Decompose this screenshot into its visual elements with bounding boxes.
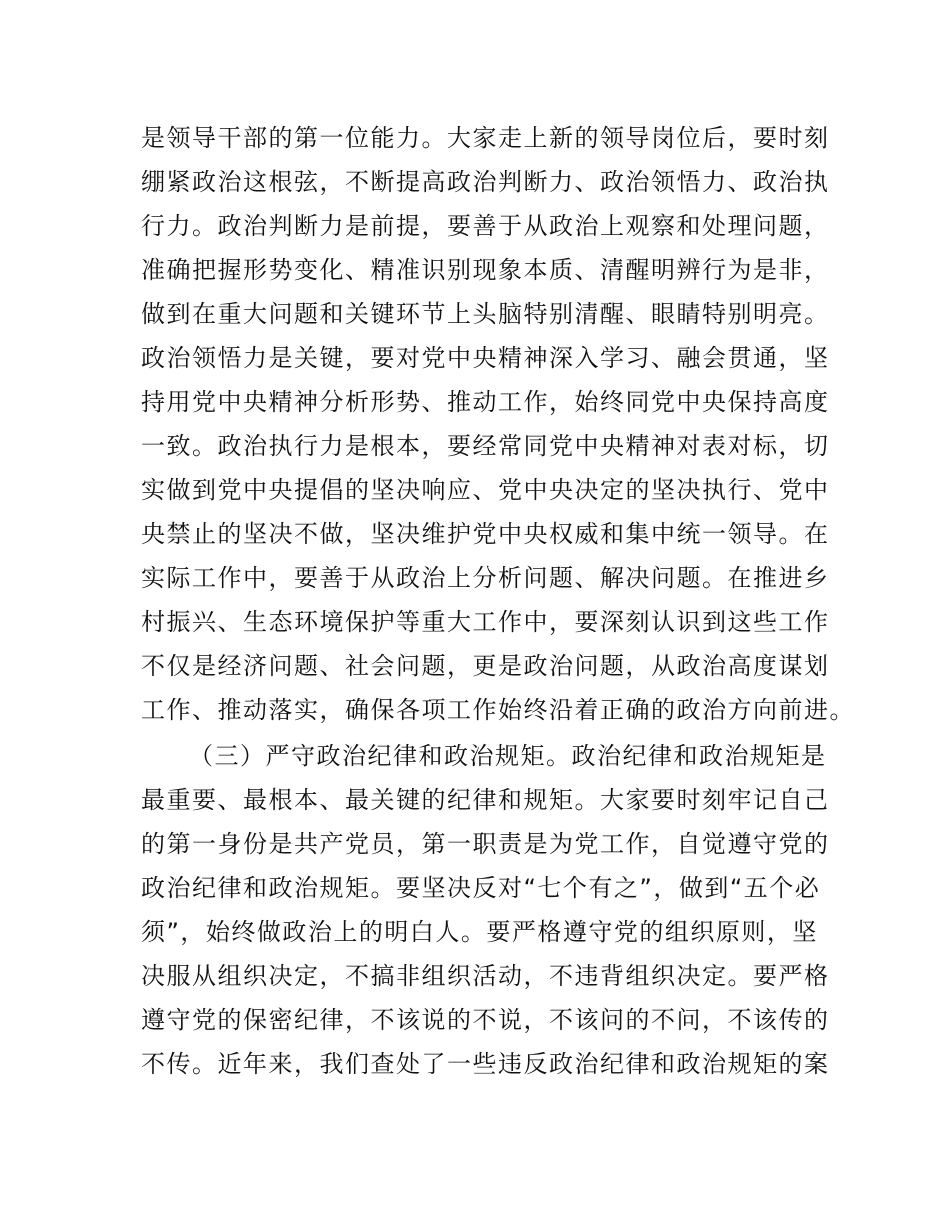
text-line: 实做到党中央提倡的坚决响应、党中央决定的坚决执行、党中 (141, 476, 830, 504)
text-line: 不传。近年来，我们查处了一些违反政治纪律和政治规矩的案 (141, 1050, 830, 1078)
text-line: 政治纪律和政治规矩。要坚决反对“七个有之”，做到“五个必 (141, 874, 821, 902)
text-line: 一致。政治执行力是根本，要经常同党中央精神对表对标，切 (141, 432, 830, 460)
text-line: 须”，始终做政治上的明白人。要严格遵守党的组织原则，坚 (141, 918, 818, 946)
section-heading-line: （三）严守政治纪律和政治规矩。政治纪律和政治规矩是 (189, 742, 827, 770)
text-line: 的第一身份是共产党员，第一职责是为党工作，自觉遵守党的 (141, 830, 830, 858)
text-line: 最重要、最根本、最关键的纪律和规矩。大家要时刻牢记自己 (141, 786, 830, 814)
text-line: 政治领悟力是关键，要对党中央精神深入学习、融会贯通，坚 (141, 344, 830, 372)
text-line: 做到在重大问题和关键环节上头脑特别清醒、眼睛特别明亮。 (141, 300, 830, 328)
text-line: 决服从组织决定，不搞非组织活动，不违背组织决定。要严格 (141, 962, 830, 990)
text-line: 是领导干部的第一位能力。大家走上新的领导岗位后，要时刻 (141, 124, 830, 152)
text-line: 遵守党的保密纪律，不该说的不说，不该问的不问，不该传的 (141, 1006, 830, 1034)
text-line: 不仅是经济问题、社会问题，更是政治问题，从政治高度谋划 (141, 652, 830, 680)
text-line: 村振兴、生态环境保护等重大工作中，要深刻认识到这些工作 (141, 608, 830, 636)
text-line: 绷紧政治这根弦，不断提高政治判断力、政治领悟力、政治执 (141, 168, 830, 196)
text-line: 准确把握形势变化、精准识别现象本质、清醒明辨行为是非， (141, 256, 830, 284)
text-line: 持用党中央精神分析形势、推动工作，始终同党中央保持高度 (141, 388, 830, 416)
text-line: 央禁止的坚决不做，坚决维护党中央权威和集中统一领导。在 (141, 520, 830, 548)
text-line: 行力。政治判断力是前提，要善于从政治上观察和处理问题， (141, 212, 830, 240)
text-line: 工作、推动落实，确保各项工作始终沿着正确的政治方向前进。 (141, 696, 855, 724)
text-line: 实际工作中，要善于从政治上分析问题、解决问题。在推进乡 (141, 564, 830, 592)
